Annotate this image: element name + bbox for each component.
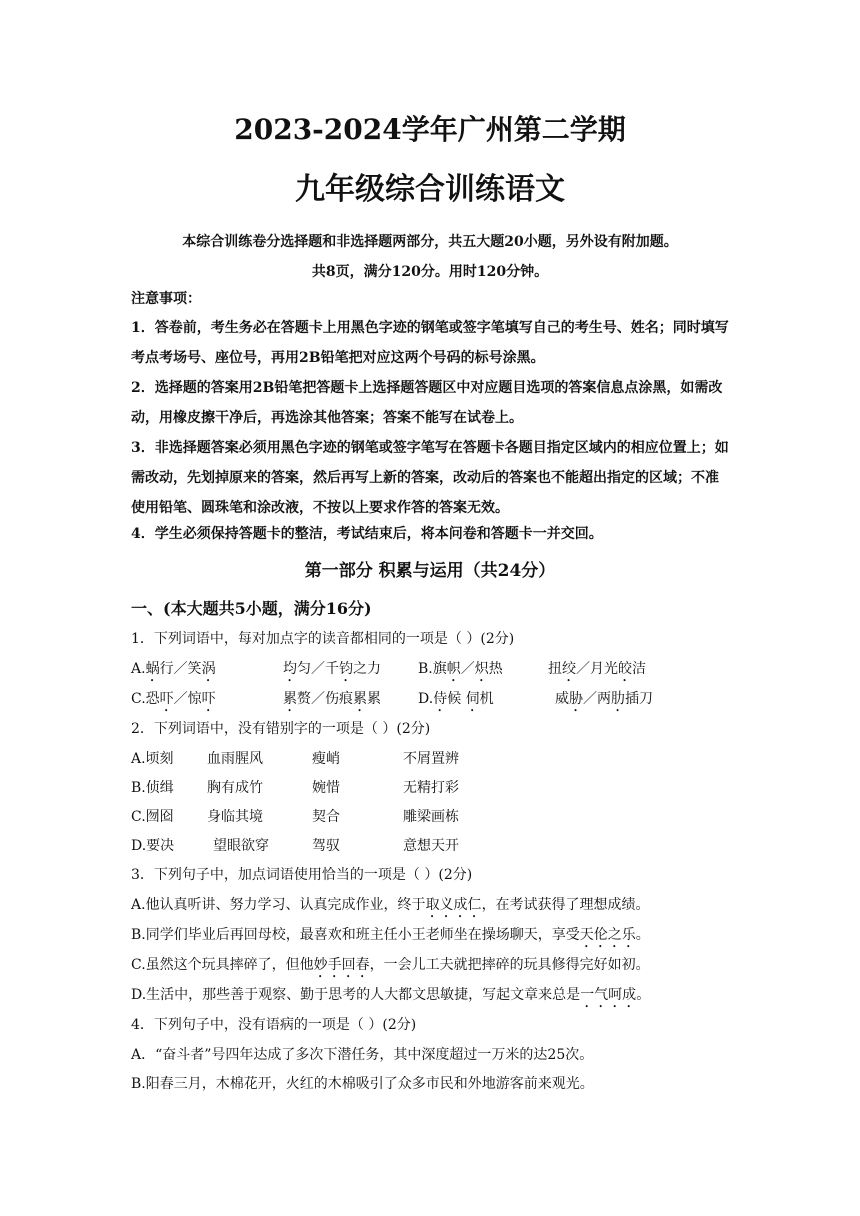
q2-b-4: 无精打彩 — [403, 780, 459, 796]
text: 。 — [636, 987, 651, 1003]
text: 累 — [367, 691, 381, 707]
q3-option-a — [131, 894, 650, 921]
intro-line-2: 共8页，满分120分。用时120分钟。 — [311, 264, 549, 280]
text: 之力 — [353, 661, 381, 677]
q2-d-1: D.要决 — [131, 838, 175, 854]
note-item-2: 2．选择题的答案用2B铅笔把答题卡上选择题答题区中对应题目选项的答案信息点涂黑，如需改动，用橡皮擦干净后，再选涂其他答案；答案不能写在试卷上。 — [131, 380, 723, 426]
q1-option-d-part2 — [555, 688, 653, 715]
note-item-1: 1．答卷前，考生务必在答题卡上用黑色字迹的钢笔或签字笔填写自己的考生号、姓名；同时填写考点考场号、座位号，再用2B铅笔把对应这两个号码的标号涂黑。 — [131, 320, 729, 366]
q2-a-2: 血雨腥风 — [207, 751, 263, 767]
text: B.旗 — [418, 661, 447, 677]
dotted-char: 炽 — [474, 661, 489, 677]
text: ／惊 — [173, 691, 202, 707]
q2-a-4: 不屑置辨 — [403, 751, 459, 767]
text: D. — [418, 691, 434, 707]
q3-option-d — [131, 984, 650, 1011]
dotted-char: 钧 — [339, 661, 353, 677]
q2-b-2: 胸有成竹 — [207, 780, 263, 796]
text: 行／笑 — [159, 661, 202, 677]
part1-title: 第一部分 积累与运用（共24分） — [304, 561, 556, 581]
q2-d-2: 望眼欲穿 — [213, 838, 269, 854]
dotted-phrase: 妙手回春 — [313, 957, 370, 973]
text: 机 — [479, 691, 494, 707]
text: D.生活中，那些善于观察、勤于思考的人大都文思敏捷，写起文章来总是 — [131, 987, 581, 1003]
text: 扭 — [548, 661, 562, 677]
dotted-char: 吓 — [159, 691, 174, 707]
dotted-char: 侍 — [433, 691, 448, 707]
text: ／月光 — [576, 661, 618, 677]
q4-option-a: A．“奋斗者”号四年达成了多次下潜任务，其中深度超过一万米的达25次。 — [131, 1047, 594, 1063]
q1-option-b-part2 — [548, 658, 646, 685]
dotted-char: 累 — [353, 691, 367, 707]
text: 热 — [488, 661, 503, 677]
text: B.同学们毕业后再回母校，最喜欢和班主任小王老师坐在操场聊天，享受 — [131, 927, 580, 943]
dotted-char: 皎 — [618, 661, 632, 677]
q2-b-3: 婉惜 — [312, 780, 340, 796]
dotted-char: 帜 — [446, 661, 461, 677]
text: 匀／千 — [297, 661, 339, 677]
q1-option-b — [418, 658, 503, 685]
text: 。 — [635, 927, 650, 943]
q2-c-1: C.囫囵 — [131, 809, 174, 825]
dotted-phrase: 一气呵成 — [580, 987, 637, 1003]
exam-title-year: 2023-2024学年广州第二学期 — [234, 113, 626, 146]
text: ／两 — [583, 691, 611, 707]
q1-option-c — [131, 688, 216, 715]
text: A.他认真听讲、努力学习、认真完成作业，终于 — [131, 897, 426, 913]
dotted-phrase: 天伦之乐 — [579, 927, 636, 943]
q1-option-c-part2 — [283, 688, 381, 715]
q2-c-2: 身临其境 — [207, 809, 263, 825]
dotted-phrase: 取义成仁 — [425, 897, 482, 913]
q2-c-3: 契合 — [312, 809, 340, 825]
dotted-char: 胁 — [569, 691, 583, 707]
q2-c-4: 雕梁画栋 — [403, 809, 459, 825]
text: 插刀 — [625, 691, 653, 707]
exam-title-subject: 九年级综合训练语文 — [295, 172, 565, 207]
dotted-char: 涡 — [201, 661, 216, 677]
text: 赘／伤痕 — [297, 691, 353, 707]
section1-title: 一、(本大题共5小题，满分16分) — [131, 599, 372, 618]
dotted-char: 绞 — [562, 661, 576, 677]
dotted-char: 吓 — [201, 691, 216, 707]
dotted-char: 均 — [283, 661, 297, 677]
note-item-3: 3．非选择题答案必须用黑色字迹的钢笔或签字笔写在答题卡各题目指定区域内的相应位置上；如需改动，先划掉原来的答案，然后再写上新的答案，改动后的答案也不能超出指定的区域；不准使用铅笔、圆珠笔和涂改液，不按以上要求作答的答案无效。 — [131, 440, 729, 516]
q1-option-a-part2 — [283, 658, 381, 685]
note-item-4: 4．学生必须保持答题卡的整洁，考试结束后，将本问卷和答题卡一并交回。 — [131, 526, 603, 542]
text: 洁 — [632, 661, 646, 677]
q1-stem: 1．下列词语中，每对加点字的读音都相同的一项是（ ）(2分) — [131, 631, 515, 647]
dotted-char: 肋 — [611, 691, 625, 707]
q2-d-4: 意想天开 — [403, 838, 459, 854]
text: ，在考试获得了理想成绩。 — [481, 897, 650, 913]
text: ，一会儿工夫就把摔碎的玩具修得完好如初。 — [369, 957, 650, 973]
q2-a-1: A.顷刻 — [131, 751, 174, 767]
dotted-char: 伺 — [465, 691, 480, 707]
text: A. — [131, 661, 146, 677]
intro-line-1: 本综合训练卷分选择题和非选择题两部分，共五大题20小题，另外设有附加题。 — [182, 234, 678, 250]
text: 候 — [447, 691, 466, 707]
q2-stem: 2．下列词语中，没有错别字的一项是（ ）(2分) — [131, 721, 431, 737]
q1-option-a — [131, 658, 216, 685]
q2-d-3: 驾驭 — [312, 838, 340, 854]
dotted-char: 蜗 — [145, 661, 160, 677]
q3-option-c — [131, 954, 650, 981]
notes-heading: 注意事项： — [131, 291, 201, 307]
text: ／ — [460, 661, 475, 677]
q2-a-3: 瘦峭 — [312, 751, 340, 767]
q4-option-b: B.阳春三月，木棉花开，火红的木棉吸引了众多市民和外地游客前来观光。 — [131, 1076, 594, 1092]
q4-stem: 4．下列句子中，没有语病的一项是（ ）(2分) — [131, 1017, 417, 1033]
q3-stem: 3．下列句子中，加点词语使用恰当的一项是（ ）(2分) — [131, 867, 473, 883]
text: C.虽然这个玩具摔碎了，但他 — [131, 957, 314, 973]
q1-option-d — [418, 688, 494, 715]
q2-b-1: B.侦缉 — [131, 780, 174, 796]
q3-option-b — [131, 924, 650, 951]
text: C.恐 — [131, 691, 160, 707]
text: 威 — [555, 691, 569, 707]
dotted-char: 累 — [283, 691, 297, 707]
